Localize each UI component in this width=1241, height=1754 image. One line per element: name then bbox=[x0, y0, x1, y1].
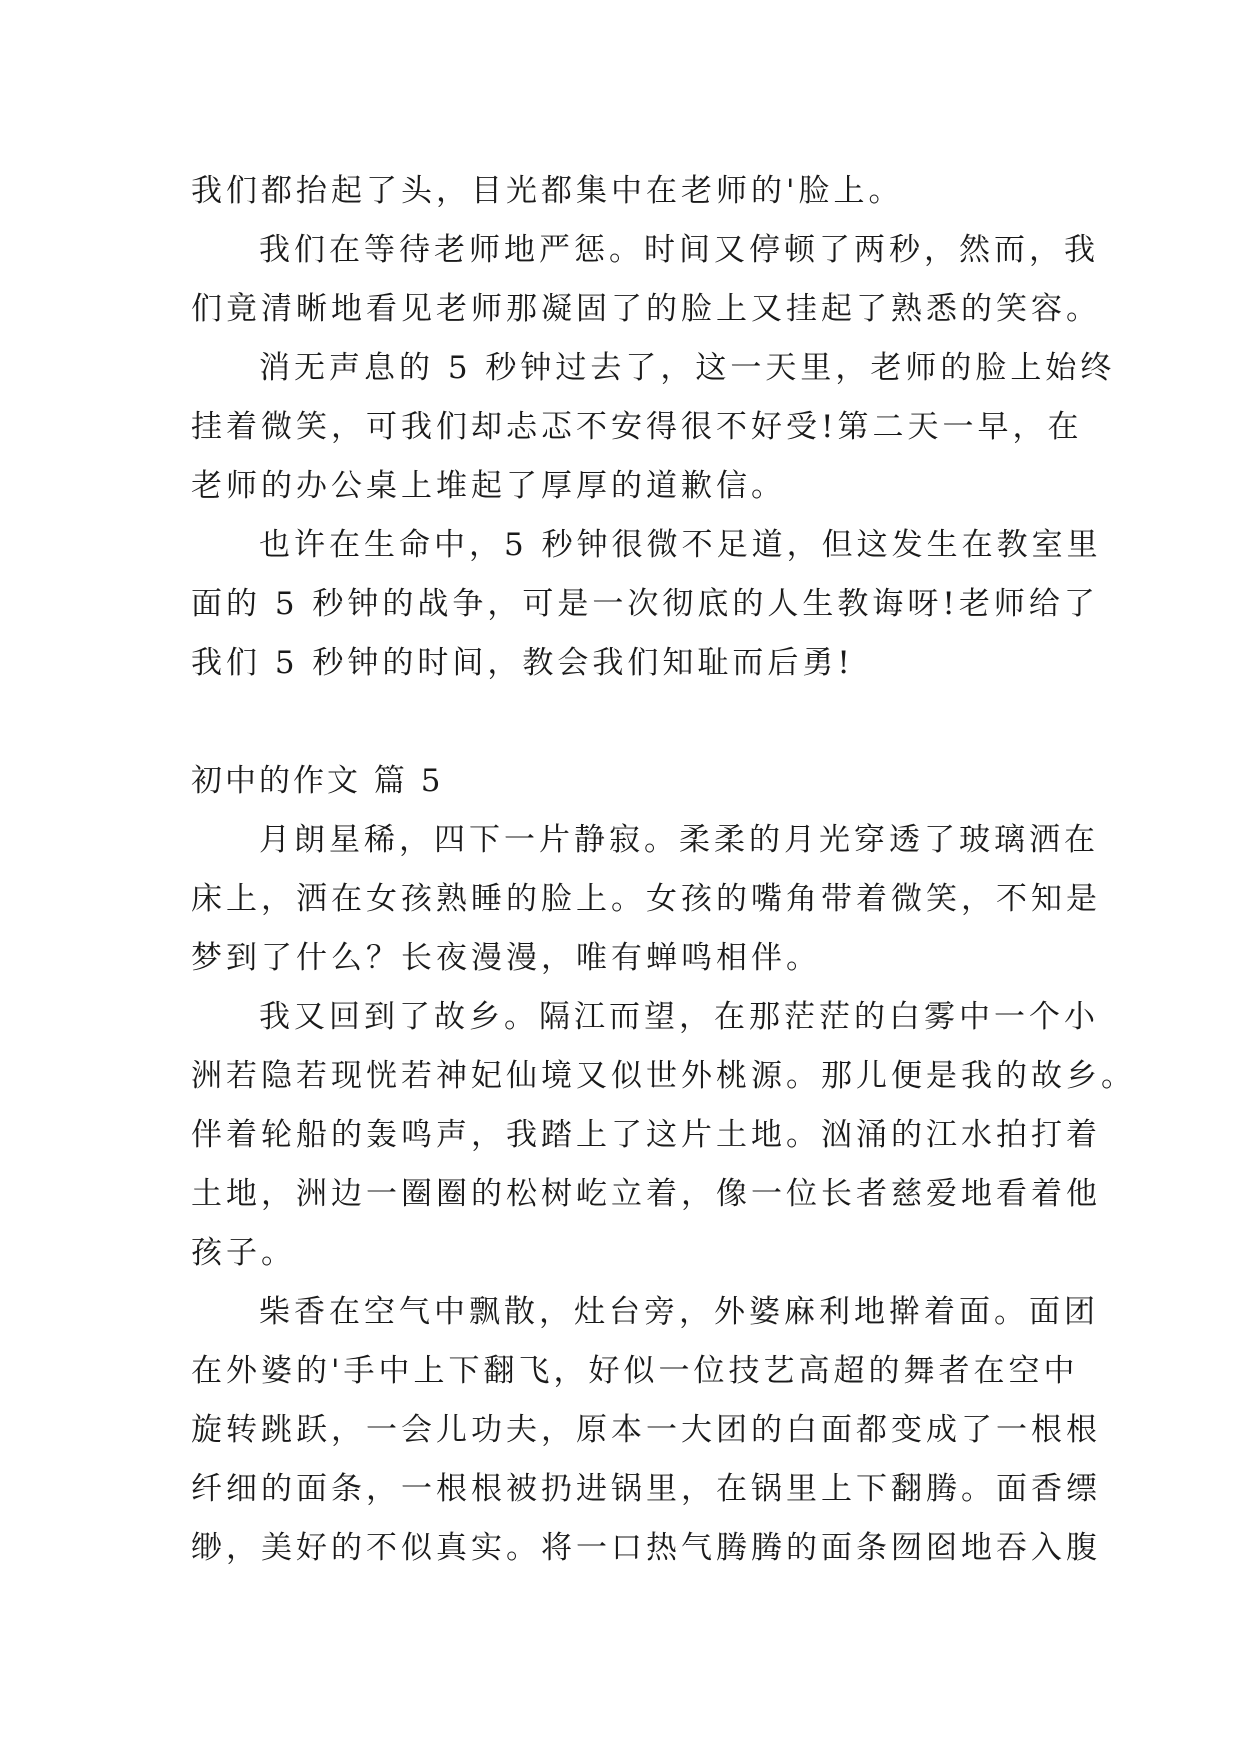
text-line: 我又回到了故乡。隔江而望，在那茫茫的白雾中一个小 bbox=[259, 999, 1099, 1035]
text-line: 纤细的面条，一根根被扔进锅里，在锅里上下翻腾。面香缥 bbox=[191, 1471, 1101, 1507]
paragraph-1 bbox=[191, 221, 1101, 339]
section-title: 初中的作文 篇 5 bbox=[191, 763, 444, 799]
text-line: 洲若隐若现恍若神妃仙境又似世外桃源。那儿便是我的故乡。 bbox=[191, 1058, 1136, 1094]
paragraph-3 bbox=[191, 516, 1102, 693]
text-line: 也许在生命中，5 秒钟很微不足道，但这发生在教室里 bbox=[259, 527, 1102, 563]
essay-body bbox=[191, 162, 1136, 1578]
text-line: 们竟清晰地看见老师那凝固了的脸上又挂起了熟悉的笑容。 bbox=[191, 291, 1101, 327]
text-line: 我们都抬起了头，目光都集中在老师的'脸上。 bbox=[191, 173, 904, 209]
text-line: 伴着轮船的轰鸣声，我踏上了这片土地。汹涌的江水拍打着 bbox=[191, 1117, 1101, 1153]
paragraph-6 bbox=[191, 1283, 1101, 1578]
paragraph-5 bbox=[191, 988, 1136, 1283]
text-line: 月朗星稀，四下一片静寂。柔柔的月光穿透了玻璃洒在 bbox=[259, 822, 1099, 858]
paragraph-2 bbox=[191, 339, 1116, 516]
text-line: 孩子。 bbox=[191, 1235, 296, 1271]
text-line: 消无声息的 5 秒钟过去了，这一天里，老师的脸上始终 bbox=[259, 350, 1116, 386]
text-line: 土地，洲边一圈圈的松树屹立着，像一位长者慈爱地看着他 bbox=[191, 1176, 1101, 1212]
text-line: 柴香在空气中飘散，灶台旁，外婆麻利地擀着面。面团 bbox=[259, 1294, 1099, 1330]
text-line: 面的 5 秒钟的战争，可是一次彻底的人生教诲呀!老师给了 bbox=[191, 586, 1099, 622]
text-line: 梦到了什么？长夜漫漫，唯有蝉鸣相伴。 bbox=[191, 940, 821, 976]
text-line: 旋转跳跃，一会儿功夫，原本一大团的白面都变成了一根根 bbox=[191, 1412, 1101, 1448]
text-line: 在外婆的'手中上下翻飞，好似一位技艺高超的舞者在空中 bbox=[191, 1353, 1079, 1389]
text-line: 我们在等待老师地严惩。时间又停顿了两秒，然而，我 bbox=[259, 232, 1099, 268]
section-heading bbox=[191, 752, 1071, 811]
text-line: 床上，洒在女孩熟睡的脸上。女孩的嘴角带着微笑，不知是 bbox=[191, 881, 1101, 917]
text-line: 缈，美好的不似真实。将一口热气腾腾的面条囫囵地吞入腹 bbox=[191, 1530, 1101, 1566]
text-line: 挂着微笑，可我们却忐忑不安得很不好受!第二天一早，在 bbox=[191, 409, 1083, 445]
text-line: 我们 5 秒钟的时间，教会我们知耻而后勇! bbox=[191, 645, 854, 681]
paragraph-4 bbox=[191, 811, 1101, 988]
paragraph-continued bbox=[191, 162, 1071, 221]
text-line: 老师的办公桌上堆起了厚厚的道歉信。 bbox=[191, 468, 786, 504]
paragraph-spacer bbox=[191, 693, 1071, 752]
